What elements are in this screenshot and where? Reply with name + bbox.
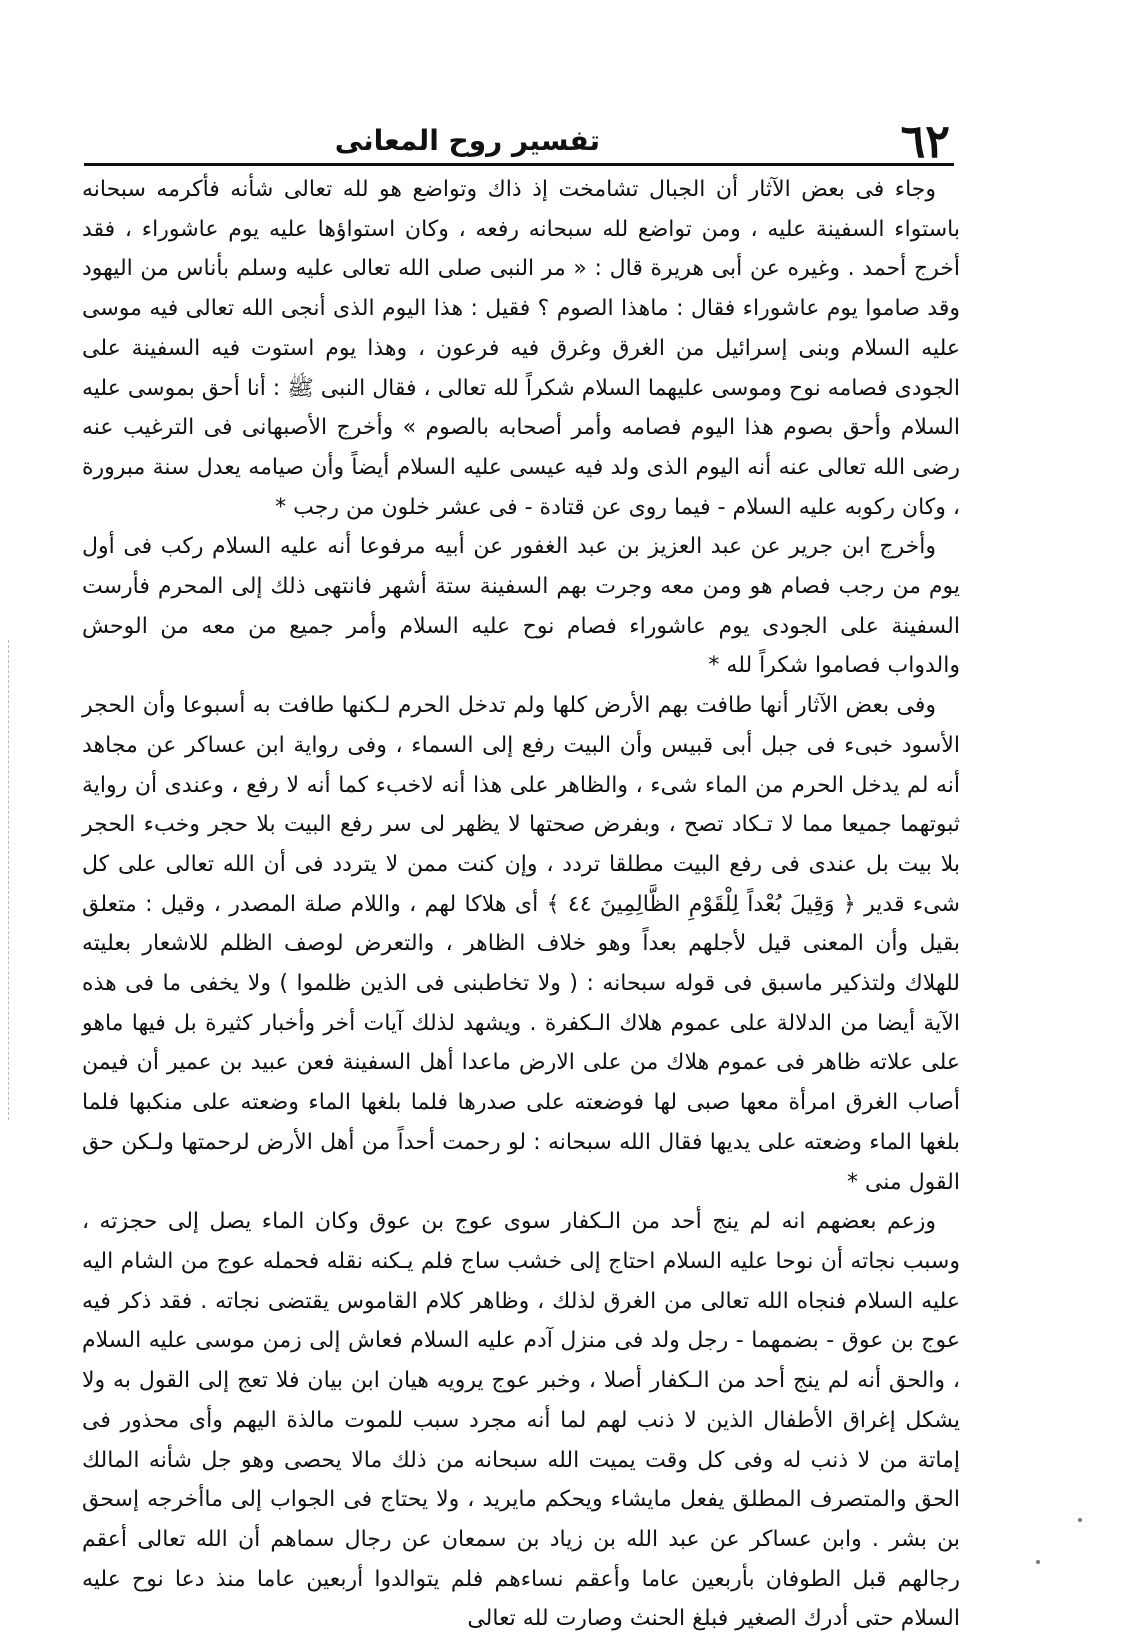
paragraph: وجاء فى بعض الآثار أن الجبال تشامخت إذ ذاك وتواضع هو لله تعالى شأنه فأكرمه سبحانه باستواء السفينة عليه ، ومن تواضع لله سبحانه رفعه ، وكان استواؤها عليه يوم عاشوراء ، فقد أخرج أحمد . وغيره عن أبى هريرة قال : « مر النبى صلى الله تعالى عليه وسلم بأناس من اليهود وقد صاموا يوم عاشوراء فقال : ماهذا الصوم ؟ فقيل : هذا اليوم الذى أنجى الله تعالى فيه موسى عليه السلام وبنى إسرائيل من الغرق وغرق فيه فرعون ، وهذا يوم استوت فيه السفينة على الجودى فصامه نوح وموسى عليهما السلام شكراً لله تعالى ، فقال النبى ﷺ : أنا أحق بموسى عليه السلام وأحق بصوم هذا اليوم فصامه وأمر أصحابه بالصوم » وأخرج الأصبهانى فى الترغيب عنه رضى الله تعالى عنه أنه اليوم الذى ولد فيه عيسى عليه السلام أيضاً وأن صيامه يعدل سنة مبرورة ، وكان ركوبه عليه السلام - فيما روى عن قتادة - فى عشر خلون من رجب * [82,177,960,520]
scan-speck [1036,1560,1040,1564]
page-number: ٦٢ [900,114,950,168]
commentary-text [82,170,960,1639]
paragraph: وزعم بعضهم انه لم ينج أحد من الـكفار سوى عوج بن عوق وكان الماء يصل إلى حجزته ، وسبب نجاته أن نوحا عليه السلام احتاج إلى خشب ساج فلم يـكنه نقله فحمله عوج من الشام اليه عليه السلام فنجاه الله تعالى من الغرق لذلك ، وظاهر كلام القاموس يقتضى نجاته . فقد ذكر فيه عوج بن عوق - بضمهما - رجل ولد فى منزل آدم عليه السلام فعاش إلى زمن موسى عليه السلام ، والحق أنه لم ينج أحد من الـكفار أصلا ، وخبر عوج يرويه هيان ابن بيان فلا تعج إلى القول به ولا يشكل إغراق الأطفال الذين لا ذنب لهم لما أنه مجرد سبب للموت مالذة اليهم وأى محذور فى إماتة من لا ذنب له وفى كل وقت يميت الله سبحانه من ذلك مالا يحصى وهو جل شأنه المالك الحق والمتصرف المطلق يفعل مايشاء ويحكم مايريد ، ولا يحتاج فى الجواب إلى ماأخرجه إسحق بن بشر . وابن عساكر عن عبد الله بن زياد بن سمعان عن رجال سماهم أن الله تعالى أعقم رجالهم قبل الطوفان بأربعين عاما وأعقم نساءهم فلم يتوالدوا أربعين عاما منذ دعا نوح عليه السلام حتى أدرك الصغير فبلغ الحنث وصارت لله تعالى [82,1209,960,1632]
header-rule [84,163,954,166]
paragraph: وأخرج ابن جرير عن عبد العزيز بن عبد الغفور عن أبيه مرفوعا أنه عليه السلام ركب فى أول يوم من رجب فصام هو ومن معه وجرت بهم السفينة ستة أشهر فانتهى ذلك إلى المحرم فأرست السفينة على الجودى يوم عاشوراء فصام نوح عليه السلام وأمر جميع من معه من الوحش والدواب فصاموا شكراً لله * [82,534,960,679]
page-header [84,114,950,168]
scan-edge-line [8,640,9,1120]
paragraph: وفى بعض الآثار أنها طافت بهم الأرض كلها ولم تدخل الحرم لـكنها طافت به أسبوعا وأن الحجر الأسود خبىء فى جبل أبى قبيس وأن البيت رفع إلى السماء ، وفى رواية ابن عساكر عن مجاهد أنه لم يدخل الحرم من الماء شىء ، والظاهر على هذا أنه لاخبء كما أنه لا رفع ، وعندى أن رواية ثبوتهما جميعا مما لا تـكاد تصح ، وبفرض صحتها لا يظهر لى سر رفع البيت بلا حجر وخبء الحجر بلا بيت بل عندى فى رفع البيت مطلقا تردد ، وإن كنت ممن لا يتردد فى أن الله تعالى على كل شىء قدير ﴿ وَقِيلَ بُعْداً لِلْقَوْمِ الظَّالِمِينَ ٤٤ ﴾ أى هلاكا لهم ، واللام صلة المصدر ، وقيل : متعلق بقيل وأن المعنى قيل لأجلهم بعداً وهو خلاف الظاهر ، والتعرض لوصف الظلم للاشعار بعليته للهلاك ولتذكير ماسبق فى قوله سبحانه : ( ولا تخاطبنى فى الذين ظلموا ) ولا يخفى ما فى هذه الآية أيضا من الدلالة على عموم هلاك الـكفرة . ويشهد لذلك آيات أخر وأخبار كثيرة بل فيها ماهو على علاته ظاهر فى عموم هلاك من على الارض ماعدا أهل السفينة فعن عبيد بن عمير أن فيمن أصاب الغرق امرأة معها صبى لها فوضعته على صدرها فلما بلغها الماء وضعته على منكبها فلما بلغها الماء وضعته على يديها فقال الله سبحانه : لو رحمت أحداً من أهل الأرض لرحمتها ولـكن حق القول منى * [82,693,960,1195]
scan-speck [1078,1518,1082,1522]
running-title: تفسير روح المعانى [334,124,600,157]
